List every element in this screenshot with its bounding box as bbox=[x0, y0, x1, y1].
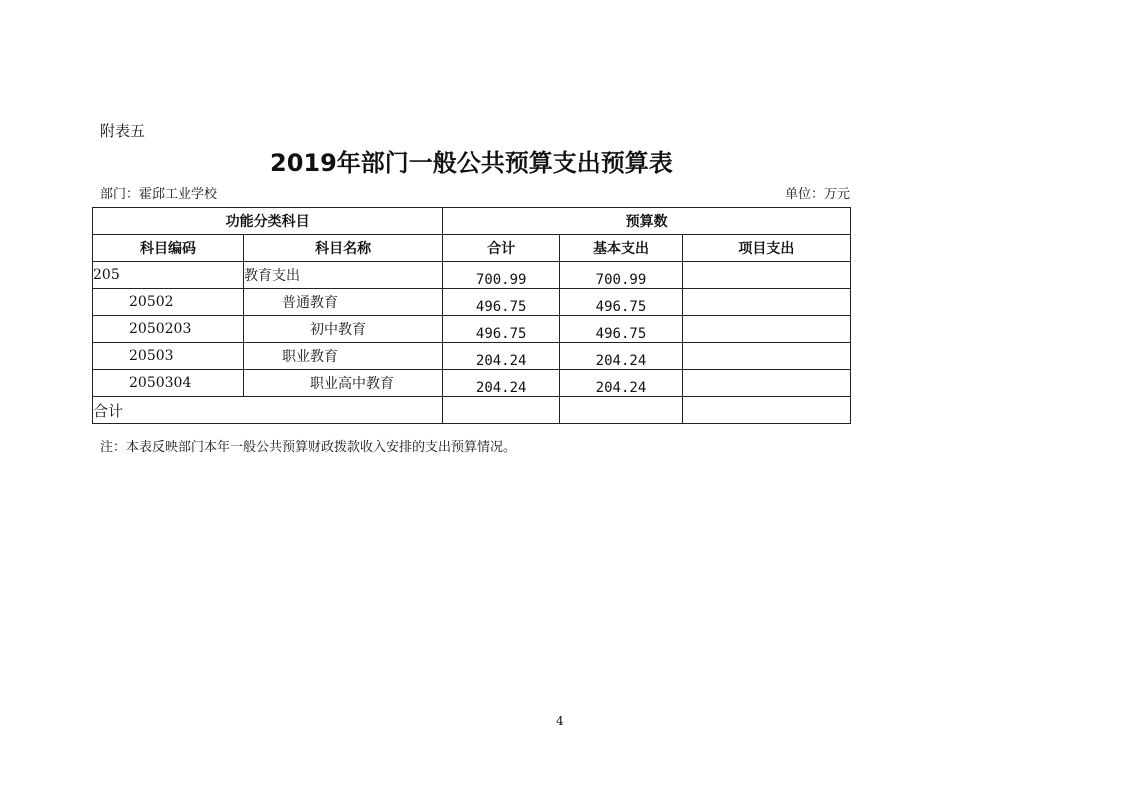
header-code: 科目编码 bbox=[93, 235, 244, 262]
total-total bbox=[443, 397, 560, 424]
total-row bbox=[93, 397, 851, 424]
appendix-label: 附表五 bbox=[100, 122, 146, 140]
row-project bbox=[682, 343, 850, 370]
row-total: 700.99 bbox=[443, 262, 560, 289]
row-code: 2050203 bbox=[93, 316, 244, 343]
row-total: 496.75 bbox=[443, 316, 560, 343]
table-row bbox=[93, 343, 851, 370]
row-total: 496.75 bbox=[443, 289, 560, 316]
row-code: 20503 bbox=[93, 343, 244, 370]
row-project bbox=[682, 289, 850, 316]
department-label: 部门：霍邱工业学校 bbox=[100, 187, 218, 202]
table-row bbox=[93, 370, 851, 397]
row-code: 2050304 bbox=[93, 370, 244, 397]
budget-table bbox=[92, 207, 851, 424]
row-code: 20502 bbox=[93, 289, 244, 316]
row-name: 职业教育 bbox=[243, 343, 442, 370]
row-basic: 204.24 bbox=[560, 370, 683, 397]
table-note: 注：本表反映部门本年一般公共预算财政拨款收入安排的支出预算情况。 bbox=[100, 440, 517, 455]
unit-label: 单位：万元 bbox=[784, 187, 850, 202]
row-basic: 496.75 bbox=[560, 316, 683, 343]
row-name: 初中教育 bbox=[243, 316, 442, 343]
row-basic: 496.75 bbox=[560, 289, 683, 316]
header-total: 合计 bbox=[443, 235, 560, 262]
total-label: 合计 bbox=[93, 397, 443, 424]
table-row bbox=[93, 316, 851, 343]
header-functional: 功能分类科目 bbox=[93, 208, 443, 235]
row-project bbox=[682, 316, 850, 343]
page-title: 2019年部门一般公共预算支出预算表 bbox=[270, 149, 673, 177]
table-row bbox=[93, 289, 851, 316]
row-name: 职业高中教育 bbox=[243, 370, 442, 397]
group-header-row bbox=[93, 208, 851, 235]
header-basic: 基本支出 bbox=[560, 235, 683, 262]
row-total: 204.24 bbox=[443, 370, 560, 397]
row-project bbox=[682, 262, 850, 289]
column-header-row bbox=[93, 235, 851, 262]
row-project bbox=[682, 370, 850, 397]
row-code: 205 bbox=[93, 262, 244, 289]
row-name: 普通教育 bbox=[243, 289, 442, 316]
row-name: 教育支出 bbox=[243, 262, 442, 289]
row-total: 204.24 bbox=[443, 343, 560, 370]
header-budget: 预算数 bbox=[443, 208, 851, 235]
total-project bbox=[682, 397, 850, 424]
row-basic: 700.99 bbox=[560, 262, 683, 289]
total-basic bbox=[560, 397, 683, 424]
row-basic: 204.24 bbox=[560, 343, 683, 370]
page-number: 4 bbox=[556, 714, 564, 728]
header-name: 科目名称 bbox=[243, 235, 442, 262]
header-project: 项目支出 bbox=[682, 235, 850, 262]
table-row bbox=[93, 262, 851, 289]
